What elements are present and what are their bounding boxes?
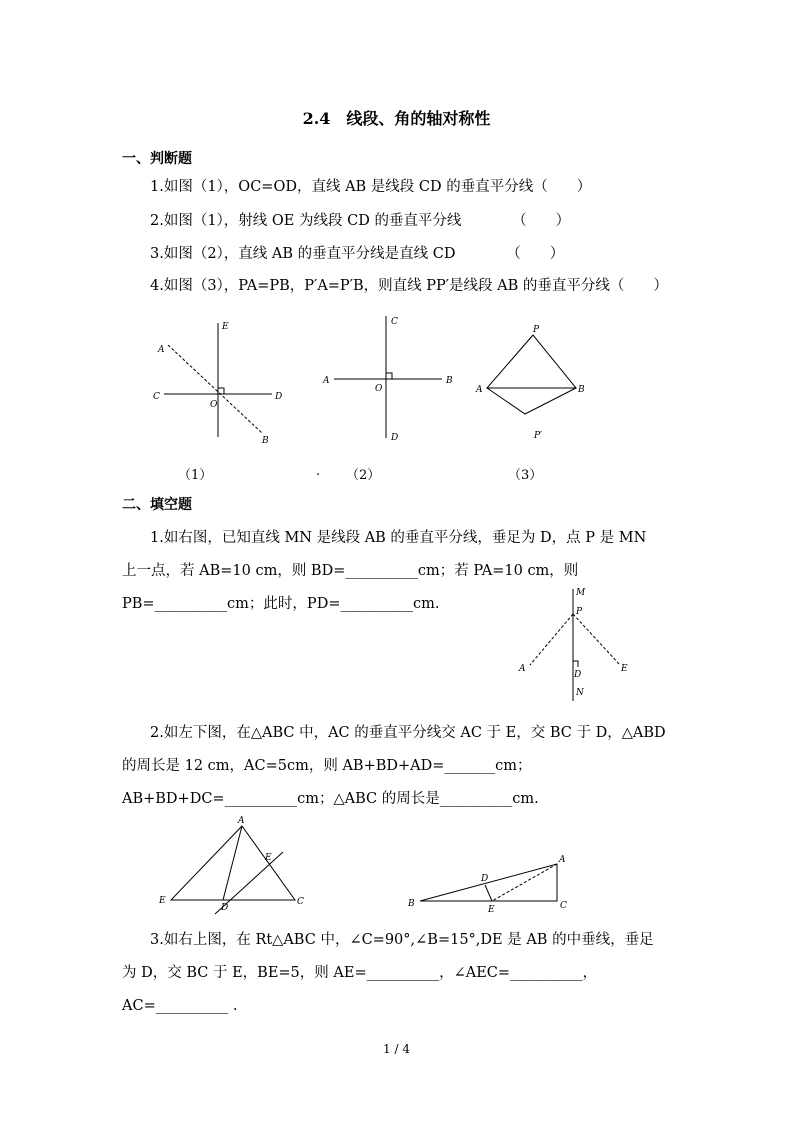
fig2-label-o: O [375,384,383,394]
fill-q3-line-3: AC=__________ . [122,998,238,1014]
q3-triangle-abc [420,864,557,901]
fig3-path-ap2b [487,388,576,414]
q1-right-angle-mark [573,661,578,667]
q3-label-a: A [559,855,566,865]
figure-3-diagram [470,318,595,448]
figure-2-diagram [318,312,463,447]
q3-label-c: C [560,901,567,911]
q1-line-pa [530,614,573,665]
q2-label-d: D [221,903,229,913]
fill-q2-line-3: AB+BD+DC=__________cm；△ABC 的周长是__________cm. [122,791,539,807]
fig1-label-e: E [222,322,229,332]
fig1-label-c: C [153,392,160,402]
q2-label-c: C [297,897,304,907]
q1-figure-diagram [512,585,642,705]
q3-label-b: B [408,899,415,909]
figure-caption-dot: . [316,464,321,479]
figure-2-caption: （2） [346,468,381,483]
q3-label-e: E [488,905,495,915]
judgement-item-1: 1.如图（1），OC=OD，直线 AB 是线段 CD 的垂直平分线（ ） [150,179,592,195]
fill-q1-line-1: 1.如右图，已知直线 MN 是线段 AB 的垂直平分线，垂足为 D，点 P 是 MN [150,530,647,546]
fill-q1-line-2: 上一点，若 AB=10 cm，则 BD=__________cm；若 PA=10 cm，则 [122,563,579,579]
q2-label-b: E [159,896,166,906]
q2-label-a: A [238,816,245,826]
fill-q2-line-1: 2.如左下图，在△ABC 中，AC 的垂直平分线交 AC 于 E，交 BC 于 D，△ABD [150,725,666,741]
fill-q3-line-2: 为 D，交 BC 于 E，BE=5，则 AE=__________，∠AEC=__________， [122,965,598,981]
q1-label-m: M [576,588,586,598]
q3-label-d: D [481,874,489,884]
section-heading-fill-in: 二、填空题 [122,497,192,513]
fig2-label-a: A [323,376,330,386]
fig2-label-c: C [391,317,398,327]
page-number: 1 / 4 [383,1042,410,1056]
q3-segment-de [485,885,492,901]
q1-label-b: E [621,664,628,674]
figure-3-caption: （3） [508,468,543,483]
fill-q2-line-2: 的周长是 12 cm，AC=5cm，则 AB+BD+AD=_______cm； [122,758,532,774]
q3-segment-ae [492,864,557,901]
q3-figure-diagram [405,850,575,920]
fig3-triangle-pab [487,335,576,388]
q2-label-e: E [265,853,272,863]
q1-label-p: P [576,607,583,617]
figure-1-caption: （1） [178,468,213,483]
fig3-label-a: A [476,385,483,395]
q1-label-a: A [519,664,526,674]
judgement-item-2: 2.如图（1），射线 OE 为线段 CD 的垂直平分线 （ ） [150,213,571,229]
fig1-label-o: O [210,400,218,410]
fig2-label-b: B [446,376,453,386]
page-title: 2.4 线段、角的轴对称性 [302,109,491,128]
judgement-item-4: 4.如图（3），PA=PB，P′A=P′B，则直线 PP′是线段 AB 的垂直平分线（ ） [150,278,668,294]
q2-figure-diagram [155,812,315,917]
fig1-label-d: D [275,392,283,402]
fig1-label-b: B [262,436,269,446]
q2-segment-ad [223,826,242,900]
fill-q3-line-1: 3.如右上图，在 Rt△ABC 中，∠C=90°,∠B=15°,DE 是 AB 的中垂线，垂足 [150,932,654,948]
q1-line-pb [573,614,620,665]
fig1-line-ab [168,345,262,433]
fig3-label-p: P [533,325,540,335]
fig2-label-d: D [391,433,399,443]
fig1-label-a: A [158,345,165,355]
fig3-label-b: B [578,385,585,395]
fill-q1-line-3: PB=__________cm；此时，PD=__________cm. [122,596,440,612]
section-heading-judgement: 一、判断题 [122,151,192,167]
figure-1-diagram [150,315,290,450]
judgement-item-3: 3.如图（2），直线 AB 的垂直平分线是直线 CD （ ） [150,246,565,262]
fig3-label-p-prime: P′ [534,431,543,441]
fig2-right-angle-mark [386,373,392,379]
q1-label-d: D [574,670,582,680]
q1-label-n: N [576,688,584,698]
